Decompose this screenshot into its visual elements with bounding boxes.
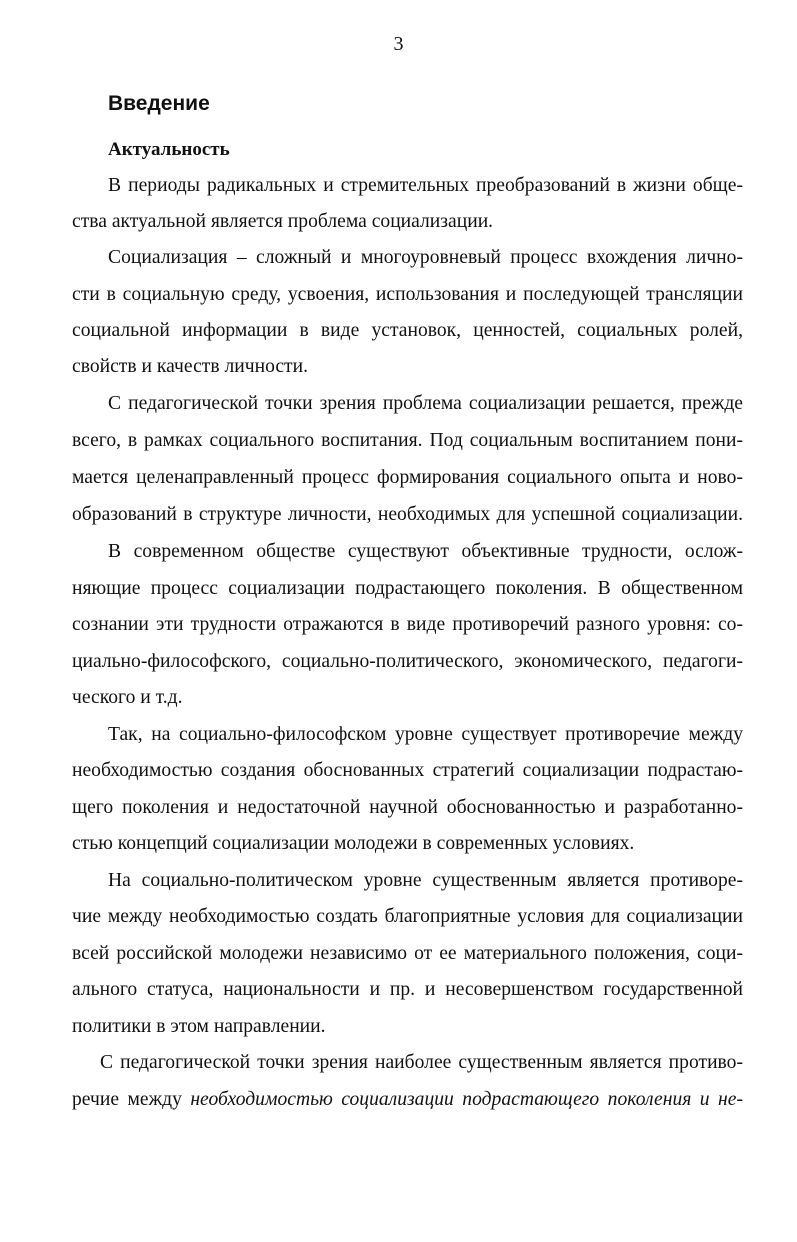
- text-line-mixed: [72, 1082, 743, 1118]
- text-line: няющие процесс социализации подрастающего поколения. В общественном: [72, 578, 743, 599]
- text-line: политики в этом направлении.: [72, 1016, 326, 1037]
- text-line: ального статуса, национальности и пр. и несовершенством государственной: [72, 979, 743, 1000]
- text-line: чие между необходимостью создать благоприятные условия для социализации: [72, 906, 743, 927]
- text-line: щего поколения и недостаточной научной обоснованностью и разработанно-: [72, 797, 743, 818]
- text-plain: речие между: [72, 1089, 191, 1110]
- section-heading: Введение: [108, 92, 210, 115]
- text-line: Так, на социально-философском уровне существует противоречие между: [108, 724, 743, 745]
- text-line: В периоды радикальных и стремительных преобразований в жизни обще-: [108, 175, 743, 196]
- text-line: С педагогической точки зрения наиболее существенным является противо-: [100, 1052, 743, 1073]
- text-line: ства актуальной является проблема социализации.: [72, 211, 494, 232]
- text-line: образований в структуре личности, необходимых для успешной социализации.: [72, 504, 743, 525]
- text-line: В современном обществе существуют объективные трудности, ослож-: [108, 541, 743, 562]
- text-line: свойств и качеств личности.: [72, 356, 309, 377]
- text-line: всей российской молодежи независимо от ее материального положения, соци-: [72, 943, 743, 964]
- page-number: 3: [393, 33, 404, 55]
- text-italic: необходимостью социализации подрастающего поколения и не-: [190, 1089, 743, 1110]
- text-line: циально-философского, социально-политического, экономического, педагоги-: [72, 651, 743, 672]
- subsection-heading: Актуальность: [108, 139, 230, 160]
- text-line: необходимостью создания обоснованных стратегий социализации подрастаю-: [72, 760, 743, 781]
- text-line: Социализация – сложный и многоуровневый процесс вхождения лично-: [108, 247, 743, 268]
- text-line: сознании эти трудности отражаются в виде противоречий разного уровня: со-: [72, 614, 743, 635]
- text-line: стью концепций социализации молодежи в современных условиях.: [72, 833, 635, 854]
- text-line: мается целенаправленный процесс формирования социального опыта и ново-: [72, 467, 743, 488]
- text-line: С педагогической точки зрения проблема социализации решается, прежде: [108, 393, 743, 414]
- text-line: всего, в рамках социального воспитания. Под социальным воспитанием пони-: [72, 430, 743, 451]
- text-line: сти в социальную среду, усвоения, использования и последующей трансляции: [72, 284, 743, 305]
- text-line: социальной информации в виде установок, ценностей, социальных ролей,: [72, 320, 743, 341]
- text-line: ческого и т.д.: [72, 687, 183, 708]
- text-line: На социально-политическом уровне существенным является противоре-: [108, 870, 743, 891]
